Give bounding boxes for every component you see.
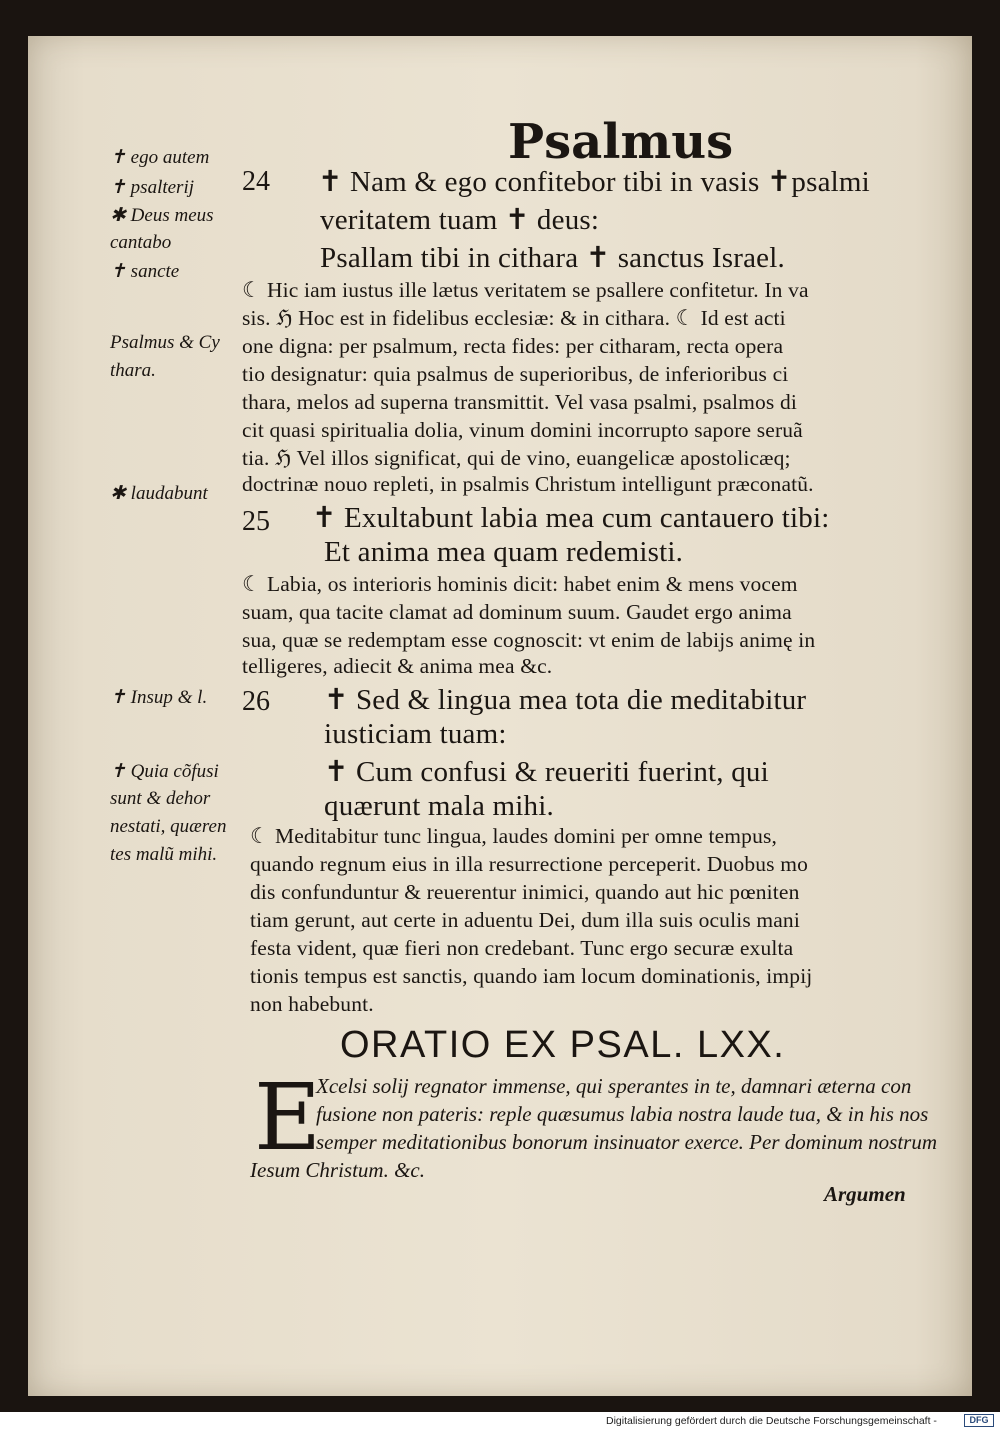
verse-line: ✝ Cum confusi & reueriti fuerint, qui (324, 756, 769, 788)
verse-number: 24 (242, 166, 270, 197)
verse-line: Psallam tibi in cithara ✝ sanctus Israel. (320, 242, 785, 274)
commentary-line: ☾ Hic iam iustus ille lætus veritatem se psallere confitetur. In va (242, 278, 809, 302)
verse-line: ✝ Nam & ego confitebor tibi in vasis ✝psalmi (318, 166, 870, 198)
margin-note: ✱ Deus meus (110, 205, 214, 226)
verse-line: ✝ Sed & lingua mea tota die meditabitur (324, 684, 807, 716)
verse-line: veritatem tuam ✝ deus: (320, 204, 600, 236)
commentary-line: quando regnum eius in illa resurrectione perceperit. Duobus mo (250, 852, 808, 876)
running-head: Psalmus (508, 114, 734, 170)
margin-note: Psalmus & Cy (110, 332, 220, 353)
digitization-credit: Digitalisierung gefördert durch die Deutsche Forschungsgemeinschaft - (606, 1415, 937, 1427)
margin-note: ✝ psalterij (110, 177, 195, 198)
prayer-line: Iesum Christum. &c. (250, 1158, 425, 1182)
margin-note: ✝ sancte (110, 261, 180, 282)
commentary-line: dis confunduntur & reuerentur inimici, quando aut hic pœniten (250, 880, 800, 904)
margin-note: tes malũ mihi. (110, 844, 218, 865)
margin-note: ✝ Quia cõfusi (110, 761, 219, 782)
commentary-line: tiam gerunt, aut certe in aduentu Dei, dum illa suis oculis mani (250, 908, 800, 932)
commentary-line: cit quasi spiritualia dolia, vinum domini incorrupto sapore seruã (242, 418, 803, 442)
margin-note: nestati, quæren (110, 816, 227, 837)
prayer-line: semper meditationibus bonorum insinuator exerce. Per dominum nostrum (316, 1130, 937, 1154)
margin-note: ✝ Insup & l. (110, 687, 208, 708)
verse-line: Et anima mea quam redemisti. (324, 536, 684, 568)
commentary-line: non habebunt. (250, 992, 374, 1016)
drop-initial: E (254, 1064, 322, 1171)
prayer-line: fusione non pateris: reple quæsumus labia nostra laude tua, & in his nos (316, 1102, 929, 1126)
prayer-line: Xcelsi solij regnator immense, qui sperantes in te, damnari æterna con (316, 1074, 912, 1098)
margin-note: cantabo (110, 232, 172, 253)
verse-number: 25 (242, 506, 270, 537)
margin-note: sunt & dehor (110, 788, 211, 809)
dfg-logo: DFG (964, 1414, 994, 1427)
verse-line: iusticiam tuam: (324, 718, 507, 750)
commentary-line: suam, qua tacite clamat ad dominum suum. Gaudet ergo anima (242, 600, 792, 624)
verse-line: quærunt mala mihi. (324, 790, 554, 822)
commentary-line: tio designatur: quia psalmus de superioribus, de inferioribus ci (242, 362, 789, 386)
commentary-line: tionis tempus est sanctis, quando iam locum dominationis, impij (250, 964, 813, 988)
verse-number: 26 (242, 686, 270, 717)
commentary-line: festa vident, quæ fieri non credebant. Tunc ergo securæ exulta (250, 936, 794, 960)
margin-note: ✱ laudabunt (110, 483, 208, 504)
margin-note: ✝ ego autem (110, 147, 210, 168)
commentary-line: ☾ Meditabitur tunc lingua, laudes domini per omne tempus, (250, 824, 778, 848)
book-page (28, 36, 972, 1396)
commentary-line: thara, melos ad superna transmittit. Vel vasa psalmi, psalmos di (242, 390, 797, 414)
commentary-line: one digna: per psalmum, recta fides: per citharam, recta opera (242, 334, 784, 358)
verse-line: ✝ Exultabunt labia mea cum cantauero tibi: (312, 502, 830, 534)
commentary-line: telligeres, adiecit & anima mea &c. (242, 654, 553, 678)
commentary-line: ☾ Labia, os interioris hominis dicit: habet enim & mens vocem (242, 572, 798, 596)
catchword: Argumen (824, 1182, 906, 1206)
commentary-line: sua, quæ se redemptam esse cognoscit: vt enim de labijs animę in (242, 628, 816, 652)
commentary-line: tia. ℌ Vel illos significat, qui de vino, euangelicæ apostolicæq; (242, 446, 791, 470)
commentary-line: sis. ℌ Hoc est in fidelibus ecclesiæ: & in cithara. ☾ Id est acti (242, 306, 786, 330)
commentary-line: doctrinæ nouo repleti, in psalmis Christum intelligunt præconatũ. (242, 472, 814, 496)
margin-note: thara. (110, 360, 156, 381)
prayer-heading: ORATIO EX PSAL. LXX. (340, 1024, 786, 1066)
